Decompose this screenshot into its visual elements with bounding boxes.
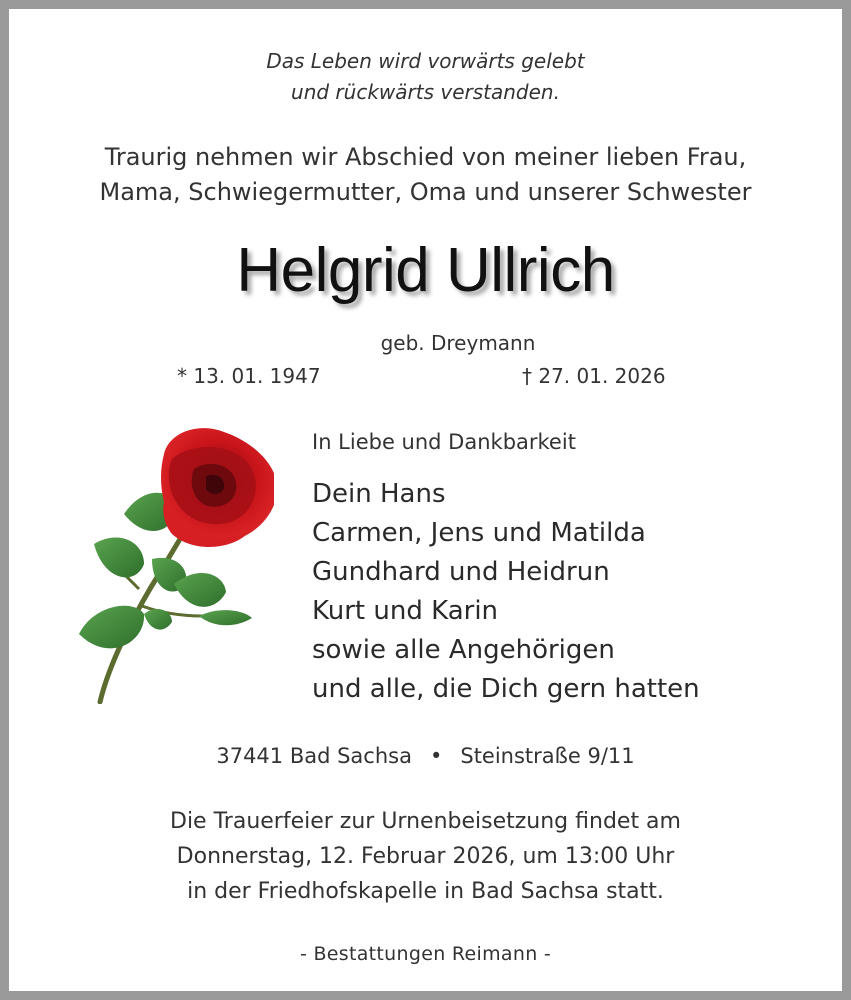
maiden-name: geb. Dreymann <box>380 331 536 355</box>
death-date: † 27. 01. 2026 <box>522 364 666 388</box>
funeral-info <box>9 804 842 909</box>
mourner-item: Gundhard und Heidrun <box>312 557 610 587</box>
address-street: Steinstraße 9/11 <box>460 744 635 768</box>
mourners-list <box>312 475 700 709</box>
quote <box>9 46 842 108</box>
address-city: 37441 Bad Sachsa <box>216 744 412 768</box>
mourner-item: Carmen, Jens und Matilda <box>312 518 646 548</box>
birth-date: * 13. 01. 1947 <box>177 364 321 388</box>
intro-text <box>9 140 842 210</box>
mourner-item: Kurt und Karin <box>312 596 499 626</box>
mourners-heading: In Liebe und Dankbarkeit <box>312 430 576 454</box>
quote-line-2: und rückwärts verstanden. <box>291 80 560 104</box>
mourner-item: und alle, die Dich gern hatten <box>312 674 700 704</box>
mourner-item: sowie alle Angehörigen <box>312 635 615 665</box>
quote-line-1: Das Leben wird vorwärts gelebt <box>266 49 585 73</box>
red-rose-icon <box>64 414 274 704</box>
funeral-line-3: in der Friedhofskapelle in Bad Sachsa statt. <box>187 879 664 904</box>
deceased-name: Helgrid Ullrich <box>236 236 615 305</box>
mourner-item: Dein Hans <box>312 479 446 509</box>
intro-line-2: Mama, Schwiegermutter, Oma und unserer Schwester <box>99 178 752 206</box>
intro-line-1: Traurig nehmen wir Abschied von meiner lieben Frau, <box>104 143 747 171</box>
funeral-line-2: Donnerstag, 12. Februar 2026, um 13:00 Uhr <box>176 844 675 869</box>
obituary-card <box>9 9 842 991</box>
undertaker: - Bestattungen Reimann - <box>299 943 552 965</box>
address <box>9 740 842 772</box>
address-separator: • <box>429 744 443 768</box>
funeral-line-1: Die Trauerfeier zur Urnenbeisetzung findet am <box>170 809 681 834</box>
